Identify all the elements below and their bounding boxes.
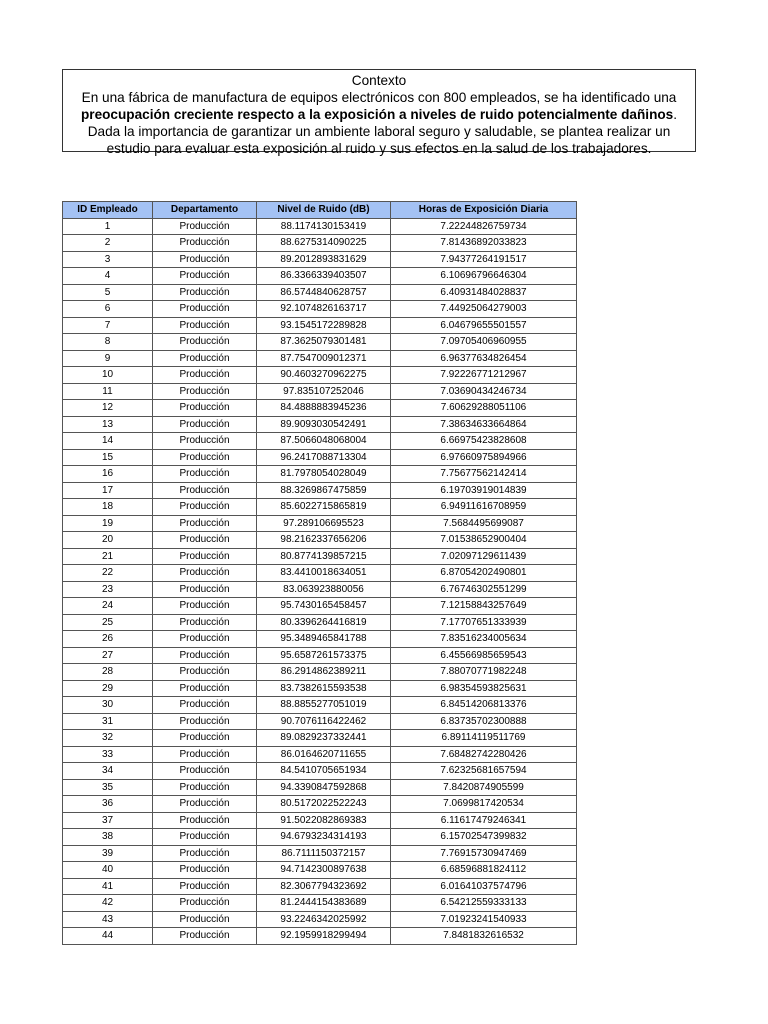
cell-departamento: Producción — [153, 433, 257, 450]
cell-id-empleado: 8 — [63, 334, 153, 351]
cell-nivel-ruido: 81.7978054028049 — [257, 466, 391, 483]
cell-id-empleado: 3 — [63, 251, 153, 268]
cell-nivel-ruido: 89.9093030542491 — [257, 416, 391, 433]
cell-horas-exposicion: 7.81436892033823 — [391, 235, 577, 252]
cell-horas-exposicion: 7.8420874905599 — [391, 779, 577, 796]
cell-horas-exposicion: 7.62325681657594 — [391, 763, 577, 780]
cell-id-empleado: 13 — [63, 416, 153, 433]
table-row — [63, 499, 577, 516]
cell-departamento: Producción — [153, 383, 257, 400]
cell-nivel-ruido: 83.063923880056 — [257, 581, 391, 598]
cell-departamento: Producción — [153, 614, 257, 631]
cell-id-empleado: 16 — [63, 466, 153, 483]
cell-departamento: Producción — [153, 911, 257, 928]
cell-nivel-ruido: 97.835107252046 — [257, 383, 391, 400]
cell-horas-exposicion: 7.12158843257649 — [391, 598, 577, 615]
cell-id-empleado: 14 — [63, 433, 153, 450]
header-departamento: Departamento — [153, 202, 257, 219]
cell-id-empleado: 28 — [63, 664, 153, 681]
cell-id-empleado: 5 — [63, 284, 153, 301]
cell-departamento: Producción — [153, 895, 257, 912]
cell-id-empleado: 1 — [63, 218, 153, 235]
table-row — [63, 862, 577, 879]
cell-departamento: Producción — [153, 284, 257, 301]
context-text-highlight: preocupación creciente respecto a la exposición a niveles de ruido potencialmente dañinos — [80, 107, 674, 122]
cell-nivel-ruido: 80.5172022522243 — [257, 796, 391, 813]
table-row — [63, 812, 577, 829]
table-row — [63, 680, 577, 697]
cell-horas-exposicion: 6.45566985659543 — [391, 647, 577, 664]
table-row — [63, 911, 577, 928]
table-row — [63, 845, 577, 862]
cell-departamento: Producción — [153, 664, 257, 681]
cell-id-empleado: 4 — [63, 268, 153, 285]
cell-horas-exposicion: 7.22244826759734 — [391, 218, 577, 235]
cell-horas-exposicion: 7.83516234005634 — [391, 631, 577, 648]
cell-nivel-ruido: 89.0829237332441 — [257, 730, 391, 747]
cell-nivel-ruido: 92.1959918299494 — [257, 928, 391, 945]
cell-id-empleado: 29 — [63, 680, 153, 697]
cell-id-empleado: 40 — [63, 862, 153, 879]
context-title: Contexto — [351, 73, 407, 88]
cell-departamento: Producción — [153, 251, 257, 268]
cell-departamento: Producción — [153, 763, 257, 780]
table-row — [63, 532, 577, 549]
cell-id-empleado: 27 — [63, 647, 153, 664]
cell-id-empleado: 15 — [63, 449, 153, 466]
table-row — [63, 565, 577, 582]
cell-nivel-ruido: 90.7076116422462 — [257, 713, 391, 730]
cell-nivel-ruido: 97.289106695523 — [257, 515, 391, 532]
table-row — [63, 218, 577, 235]
table-row — [63, 895, 577, 912]
cell-nivel-ruido: 93.2246342025992 — [257, 911, 391, 928]
cell-departamento: Producción — [153, 878, 257, 895]
cell-departamento: Producción — [153, 845, 257, 862]
cell-nivel-ruido: 94.7142300897638 — [257, 862, 391, 879]
cell-horas-exposicion: 6.68596881824112 — [391, 862, 577, 879]
table-row — [63, 829, 577, 846]
cell-departamento: Producción — [153, 350, 257, 367]
cell-nivel-ruido: 95.6587261573375 — [257, 647, 391, 664]
cell-nivel-ruido: 83.7382615593538 — [257, 680, 391, 697]
cell-nivel-ruido: 87.5066048068004 — [257, 433, 391, 450]
cell-nivel-ruido: 86.7111150372157 — [257, 845, 391, 862]
table-row — [63, 383, 577, 400]
table-row — [63, 367, 577, 384]
cell-nivel-ruido: 87.3625079301481 — [257, 334, 391, 351]
cell-id-empleado: 25 — [63, 614, 153, 631]
table-row — [63, 268, 577, 285]
table-row — [63, 235, 577, 252]
table-row — [63, 284, 577, 301]
cell-nivel-ruido: 86.2914862389211 — [257, 664, 391, 681]
cell-departamento: Producción — [153, 631, 257, 648]
cell-id-empleado: 34 — [63, 763, 153, 780]
cell-id-empleado: 18 — [63, 499, 153, 516]
table-row — [63, 763, 577, 780]
employee-noise-table — [62, 201, 577, 945]
cell-departamento: Producción — [153, 466, 257, 483]
cell-horas-exposicion: 7.75677562142414 — [391, 466, 577, 483]
table-row — [63, 614, 577, 631]
cell-horas-exposicion: 7.94377264191517 — [391, 251, 577, 268]
cell-horas-exposicion: 6.66975423828608 — [391, 433, 577, 450]
cell-nivel-ruido: 88.1174130153419 — [257, 218, 391, 235]
cell-horas-exposicion: 7.01538652900404 — [391, 532, 577, 549]
cell-nivel-ruido: 91.5022082869383 — [257, 812, 391, 829]
cell-departamento: Producción — [153, 565, 257, 582]
cell-id-empleado: 7 — [63, 317, 153, 334]
cell-horas-exposicion: 6.76746302551299 — [391, 581, 577, 598]
cell-nivel-ruido: 80.8774139857215 — [257, 548, 391, 565]
table-row — [63, 779, 577, 796]
table-row — [63, 697, 577, 714]
cell-nivel-ruido: 94.6793234314193 — [257, 829, 391, 846]
cell-nivel-ruido: 80.3396264416819 — [257, 614, 391, 631]
cell-departamento: Producción — [153, 218, 257, 235]
cell-departamento: Producción — [153, 416, 257, 433]
cell-departamento: Producción — [153, 581, 257, 598]
cell-nivel-ruido: 86.0164620711655 — [257, 746, 391, 763]
cell-departamento: Producción — [153, 647, 257, 664]
cell-departamento: Producción — [153, 730, 257, 747]
cell-nivel-ruido: 88.8855277051019 — [257, 697, 391, 714]
table-row — [63, 647, 577, 664]
cell-departamento: Producción — [153, 449, 257, 466]
cell-nivel-ruido: 81.2444154383689 — [257, 895, 391, 912]
cell-id-empleado: 38 — [63, 829, 153, 846]
cell-nivel-ruido: 93.1545172289828 — [257, 317, 391, 334]
cell-horas-exposicion: 6.89114119511769 — [391, 730, 577, 747]
cell-departamento: Producción — [153, 862, 257, 879]
cell-id-empleado: 39 — [63, 845, 153, 862]
table-row — [63, 581, 577, 598]
table-header-row — [63, 202, 577, 219]
cell-horas-exposicion: 6.96377634826454 — [391, 350, 577, 367]
cell-horas-exposicion: 6.15702547399832 — [391, 829, 577, 846]
cell-horas-exposicion: 6.19703919014839 — [391, 482, 577, 499]
cell-id-empleado: 35 — [63, 779, 153, 796]
cell-departamento: Producción — [153, 532, 257, 549]
cell-departamento: Producción — [153, 598, 257, 615]
table-row — [63, 317, 577, 334]
cell-id-empleado: 10 — [63, 367, 153, 384]
cell-nivel-ruido: 98.2162337656206 — [257, 532, 391, 549]
cell-id-empleado: 19 — [63, 515, 153, 532]
cell-horas-exposicion: 6.54212559333133 — [391, 895, 577, 912]
cell-id-empleado: 9 — [63, 350, 153, 367]
cell-departamento: Producción — [153, 697, 257, 714]
cell-nivel-ruido: 95.3489465841788 — [257, 631, 391, 648]
cell-horas-exposicion: 7.38634633664864 — [391, 416, 577, 433]
cell-departamento: Producción — [153, 548, 257, 565]
cell-nivel-ruido: 92.1074826163717 — [257, 301, 391, 318]
cell-horas-exposicion: 6.10696796646304 — [391, 268, 577, 285]
cell-horas-exposicion: 7.09705406960955 — [391, 334, 577, 351]
cell-horas-exposicion: 6.01641037574796 — [391, 878, 577, 895]
cell-id-empleado: 36 — [63, 796, 153, 813]
context-box — [62, 69, 696, 156]
cell-horas-exposicion: 6.87054202490801 — [391, 565, 577, 582]
table-row — [63, 433, 577, 450]
table-row — [63, 548, 577, 565]
cell-departamento: Producción — [153, 400, 257, 417]
cell-id-empleado: 31 — [63, 713, 153, 730]
cell-horas-exposicion: 6.94911616708959 — [391, 499, 577, 516]
cell-nivel-ruido: 85.6022715865819 — [257, 499, 391, 516]
cell-departamento: Producción — [153, 301, 257, 318]
cell-id-empleado: 37 — [63, 812, 153, 829]
cell-horas-exposicion: 7.03690434246734 — [391, 383, 577, 400]
cell-nivel-ruido: 82.3067794323692 — [257, 878, 391, 895]
cell-id-empleado: 21 — [63, 548, 153, 565]
cell-horas-exposicion: 6.97660975894966 — [391, 449, 577, 466]
cell-nivel-ruido: 88.3269867475859 — [257, 482, 391, 499]
cell-nivel-ruido: 94.3390847592868 — [257, 779, 391, 796]
cell-departamento: Producción — [153, 317, 257, 334]
cell-horas-exposicion: 7.44925064279003 — [391, 301, 577, 318]
cell-id-empleado: 2 — [63, 235, 153, 252]
table-row — [63, 350, 577, 367]
table-row — [63, 334, 577, 351]
cell-departamento: Producción — [153, 713, 257, 730]
table-row — [63, 449, 577, 466]
table-row — [63, 878, 577, 895]
table-row — [63, 251, 577, 268]
cell-horas-exposicion: 7.5684495699087 — [391, 515, 577, 532]
cell-id-empleado: 32 — [63, 730, 153, 747]
table-row — [63, 598, 577, 615]
cell-id-empleado: 26 — [63, 631, 153, 648]
cell-departamento: Producción — [153, 779, 257, 796]
header-id-empleado: ID Empleado — [63, 202, 153, 219]
cell-departamento: Producción — [153, 515, 257, 532]
table-body — [63, 218, 577, 944]
cell-departamento: Producción — [153, 812, 257, 829]
context-text-rest: . Dada la importancia de garantizar un ambiente laboral seguro y saludable, se plantea realizar un estudio para evaluar esta exposición al ruido y sus efectos en la salud de los trabajadores. — [87, 107, 678, 156]
cell-nivel-ruido: 87.7547009012371 — [257, 350, 391, 367]
cell-nivel-ruido: 84.5410705651934 — [257, 763, 391, 780]
cell-id-empleado: 42 — [63, 895, 153, 912]
table-row — [63, 746, 577, 763]
cell-departamento: Producción — [153, 829, 257, 846]
cell-horas-exposicion: 7.76915730947469 — [391, 845, 577, 862]
cell-nivel-ruido: 89.2012893831629 — [257, 251, 391, 268]
table-row — [63, 400, 577, 417]
table-row — [63, 416, 577, 433]
cell-departamento: Producción — [153, 746, 257, 763]
cell-id-empleado: 41 — [63, 878, 153, 895]
cell-horas-exposicion: 7.0699817420534 — [391, 796, 577, 813]
cell-horas-exposicion: 6.84514206813376 — [391, 697, 577, 714]
cell-horas-exposicion: 7.8481832616532 — [391, 928, 577, 945]
cell-horas-exposicion: 6.04679655501557 — [391, 317, 577, 334]
cell-departamento: Producción — [153, 268, 257, 285]
cell-departamento: Producción — [153, 796, 257, 813]
cell-departamento: Producción — [153, 499, 257, 516]
table-row — [63, 664, 577, 681]
cell-id-empleado: 30 — [63, 697, 153, 714]
table-row — [63, 796, 577, 813]
cell-horas-exposicion: 7.88070771982248 — [391, 664, 577, 681]
cell-id-empleado: 22 — [63, 565, 153, 582]
cell-horas-exposicion: 6.11617479246341 — [391, 812, 577, 829]
cell-nivel-ruido: 86.5744840628757 — [257, 284, 391, 301]
cell-id-empleado: 17 — [63, 482, 153, 499]
table-row — [63, 482, 577, 499]
cell-id-empleado: 20 — [63, 532, 153, 549]
cell-horas-exposicion: 7.17707651333939 — [391, 614, 577, 631]
table-row — [63, 466, 577, 483]
cell-id-empleado: 11 — [63, 383, 153, 400]
cell-id-empleado: 24 — [63, 598, 153, 615]
cell-nivel-ruido: 95.7430165458457 — [257, 598, 391, 615]
cell-nivel-ruido: 84.4888883945236 — [257, 400, 391, 417]
cell-id-empleado: 12 — [63, 400, 153, 417]
table-row — [63, 713, 577, 730]
cell-departamento: Producción — [153, 235, 257, 252]
cell-horas-exposicion: 7.92226771212967 — [391, 367, 577, 384]
cell-departamento: Producción — [153, 334, 257, 351]
cell-horas-exposicion: 7.02097129611439 — [391, 548, 577, 565]
cell-nivel-ruido: 90.4603270962275 — [257, 367, 391, 384]
table-row — [63, 515, 577, 532]
cell-horas-exposicion: 6.40931484028837 — [391, 284, 577, 301]
cell-horas-exposicion: 7.60629288051106 — [391, 400, 577, 417]
cell-horas-exposicion: 6.83735702300888 — [391, 713, 577, 730]
cell-id-empleado: 43 — [63, 911, 153, 928]
cell-id-empleado: 44 — [63, 928, 153, 945]
cell-id-empleado: 6 — [63, 301, 153, 318]
cell-nivel-ruido: 86.3366339403507 — [257, 268, 391, 285]
cell-nivel-ruido: 83.4410018634051 — [257, 565, 391, 582]
table-row — [63, 301, 577, 318]
table-row — [63, 730, 577, 747]
cell-horas-exposicion: 7.01923241540933 — [391, 911, 577, 928]
cell-horas-exposicion: 7.68482742280426 — [391, 746, 577, 763]
cell-id-empleado: 33 — [63, 746, 153, 763]
cell-nivel-ruido: 96.2417088713304 — [257, 449, 391, 466]
cell-departamento: Producción — [153, 928, 257, 945]
cell-id-empleado: 23 — [63, 581, 153, 598]
table-row — [63, 631, 577, 648]
cell-departamento: Producción — [153, 482, 257, 499]
cell-departamento: Producción — [153, 680, 257, 697]
table-row — [63, 928, 577, 945]
context-text-intro: En una fábrica de manufactura de equipos electrónicos con 800 empleados, se ha identificado una — [81, 90, 677, 105]
cell-nivel-ruido: 88.6275314090225 — [257, 235, 391, 252]
header-nivel-ruido: Nivel de Ruido (dB) — [257, 202, 391, 219]
cell-departamento: Producción — [153, 367, 257, 384]
cell-horas-exposicion: 6.98354593825631 — [391, 680, 577, 697]
header-horas-exposicion: Horas de Exposición Diaria — [391, 202, 577, 219]
